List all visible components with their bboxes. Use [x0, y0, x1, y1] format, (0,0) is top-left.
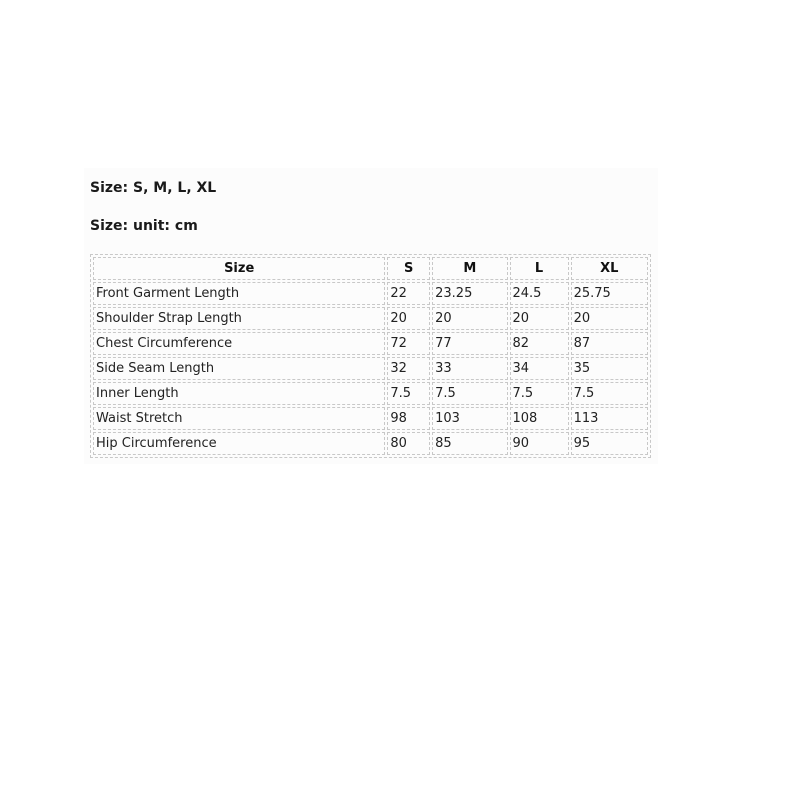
table-cell: 95	[571, 432, 648, 455]
table-cell: 35	[571, 357, 648, 380]
table-cell: 80	[387, 432, 430, 455]
table-cell: 24.5	[510, 282, 569, 305]
table-cell: 20	[510, 307, 569, 330]
measurement-name-cell: Side Seam Length	[93, 357, 385, 380]
table-row	[93, 382, 648, 405]
table-cell: 77	[432, 332, 507, 355]
table-cell: 7.5	[510, 382, 569, 405]
table-cell: 34	[510, 357, 569, 380]
column-header: XL	[571, 257, 648, 280]
column-header: L	[510, 257, 569, 280]
column-header: S	[387, 257, 430, 280]
measurement-name-cell: Inner Length	[93, 382, 385, 405]
table-cell: 32	[387, 357, 430, 380]
column-header: Size	[93, 257, 385, 280]
column-header: M	[432, 257, 507, 280]
table-cell: 7.5	[571, 382, 648, 405]
table-row	[93, 432, 648, 455]
table-cell: 98	[387, 407, 430, 430]
table-cell: 22	[387, 282, 430, 305]
table-cell: 23.25	[432, 282, 507, 305]
table-cell: 87	[571, 332, 648, 355]
table-row	[93, 332, 648, 355]
table-row	[93, 282, 648, 305]
table-row	[93, 307, 648, 330]
measurement-name-cell: Front Garment Length	[93, 282, 385, 305]
measurement-name-cell: Shoulder Strap Length	[93, 307, 385, 330]
table-cell: 20	[387, 307, 430, 330]
table-cell: 113	[571, 407, 648, 430]
table-cell: 85	[432, 432, 507, 455]
size-chart-table	[90, 254, 651, 458]
table-cell: 25.75	[571, 282, 648, 305]
table-cell: 72	[387, 332, 430, 355]
table-cell: 20	[571, 307, 648, 330]
table-header-row	[93, 257, 648, 280]
table-row	[93, 357, 648, 380]
unit-heading: Size: unit: cm	[90, 218, 198, 234]
table-cell: 7.5	[432, 382, 507, 405]
table-cell: 82	[510, 332, 569, 355]
measurement-name-cell: Hip Circumference	[93, 432, 385, 455]
size-options-heading: Size: S, M, L, XL	[90, 180, 217, 196]
table-cell: 33	[432, 357, 507, 380]
table-cell: 103	[432, 407, 507, 430]
table-cell: 20	[432, 307, 507, 330]
table-cell: 7.5	[387, 382, 430, 405]
table-cell: 90	[510, 432, 569, 455]
measurement-name-cell: Chest Circumference	[93, 332, 385, 355]
measurement-name-cell: Waist Stretch	[93, 407, 385, 430]
table-cell: 108	[510, 407, 569, 430]
table-row	[93, 407, 648, 430]
